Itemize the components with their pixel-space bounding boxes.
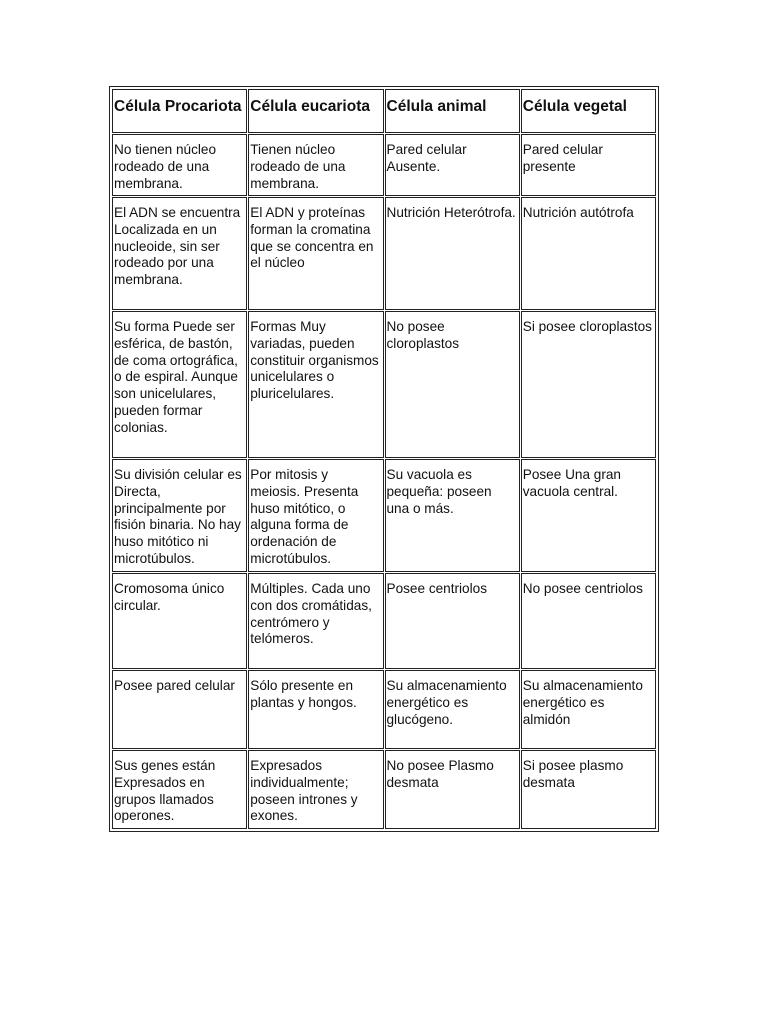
cell-animal: Posee centriolos bbox=[385, 573, 520, 669]
table-row bbox=[112, 197, 656, 310]
header-plant-cell: Célula vegetal bbox=[521, 89, 656, 133]
cell-prokaryote: Sus genes están Expresados en grupos llamados operones. bbox=[112, 750, 247, 829]
cell-eukaryote: Múltiples. Cada uno con dos cromátidas, centrómero y telómeros. bbox=[248, 573, 383, 669]
header-prokaryote: Célula Procariota bbox=[112, 89, 247, 133]
header-eukaryote: Célula eucariota bbox=[248, 89, 383, 133]
table-row bbox=[112, 311, 656, 458]
cell-plant: Pared celular presente bbox=[521, 134, 656, 196]
table-row bbox=[112, 750, 656, 829]
cell-prokaryote: El ADN se encuentra Localizada en un nucleoide, sin ser rodeado por una membrana. bbox=[112, 197, 247, 310]
table-header-row bbox=[112, 89, 656, 133]
cell-animal: Su vacuola es pequeña: poseen una o más. bbox=[385, 459, 520, 572]
cell-eukaryote: Sólo presente en plantas y hongos. bbox=[248, 670, 383, 749]
cell-plant: Si posee plasmo desmata bbox=[521, 750, 656, 829]
cell-prokaryote: Su forma Puede ser esférica, de bastón, de coma ortográfica, o de espiral. Aunque son unicelulares, pueden formar colonias. bbox=[112, 311, 247, 458]
cell-animal: Su almacenamiento energético es glucógeno. bbox=[385, 670, 520, 749]
cell-prokaryote: No tienen núcleo rodeado de una membrana. bbox=[112, 134, 247, 196]
cell-prokaryote: Su división celular es Directa, principalmente por fisión binaria. No hay huso mitótico ni microtúbulos. bbox=[112, 459, 247, 572]
cell-plant: Si posee cloroplastos bbox=[521, 311, 656, 458]
cell-animal: No posee cloroplastos bbox=[385, 311, 520, 458]
cell-eukaryote: Expresados individualmente; poseen intrones y exones. bbox=[248, 750, 383, 829]
table-row bbox=[112, 573, 656, 669]
cell-plant: Posee Una gran vacuola central. bbox=[521, 459, 656, 572]
cell-animal: Nutrición Heterótrofa. bbox=[385, 197, 520, 310]
cell-comparison-table bbox=[111, 88, 657, 830]
cell-animal: No posee Plasmo desmata bbox=[385, 750, 520, 829]
cell-plant: No posee centriolos bbox=[521, 573, 656, 669]
cell-plant: Nutrición autótrofa bbox=[521, 197, 656, 310]
cell-eukaryote: Por mitosis y meiosis. Presenta huso mitótico, o alguna forma de ordenación de microtúbulos. bbox=[248, 459, 383, 572]
cell-eukaryote: El ADN y proteínas forman la cromatina que se concentra en el núcleo bbox=[248, 197, 383, 310]
table-row bbox=[112, 670, 656, 749]
table-row bbox=[112, 134, 656, 196]
cell-animal: Pared celular Ausente. bbox=[385, 134, 520, 196]
cell-prokaryote: Cromosoma único circular. bbox=[112, 573, 247, 669]
cell-plant: Su almacenamiento energético es almidón bbox=[521, 670, 656, 749]
header-animal-cell: Célula animal bbox=[385, 89, 520, 133]
cell-eukaryote: Tienen núcleo rodeado de una membrana. bbox=[248, 134, 383, 196]
table-row bbox=[112, 459, 656, 572]
comparison-table-frame bbox=[109, 86, 659, 832]
cell-prokaryote: Posee pared celular bbox=[112, 670, 247, 749]
cell-eukaryote: Formas Muy variadas, pueden constituir organismos unicelulares o pluricelulares. bbox=[248, 311, 383, 458]
